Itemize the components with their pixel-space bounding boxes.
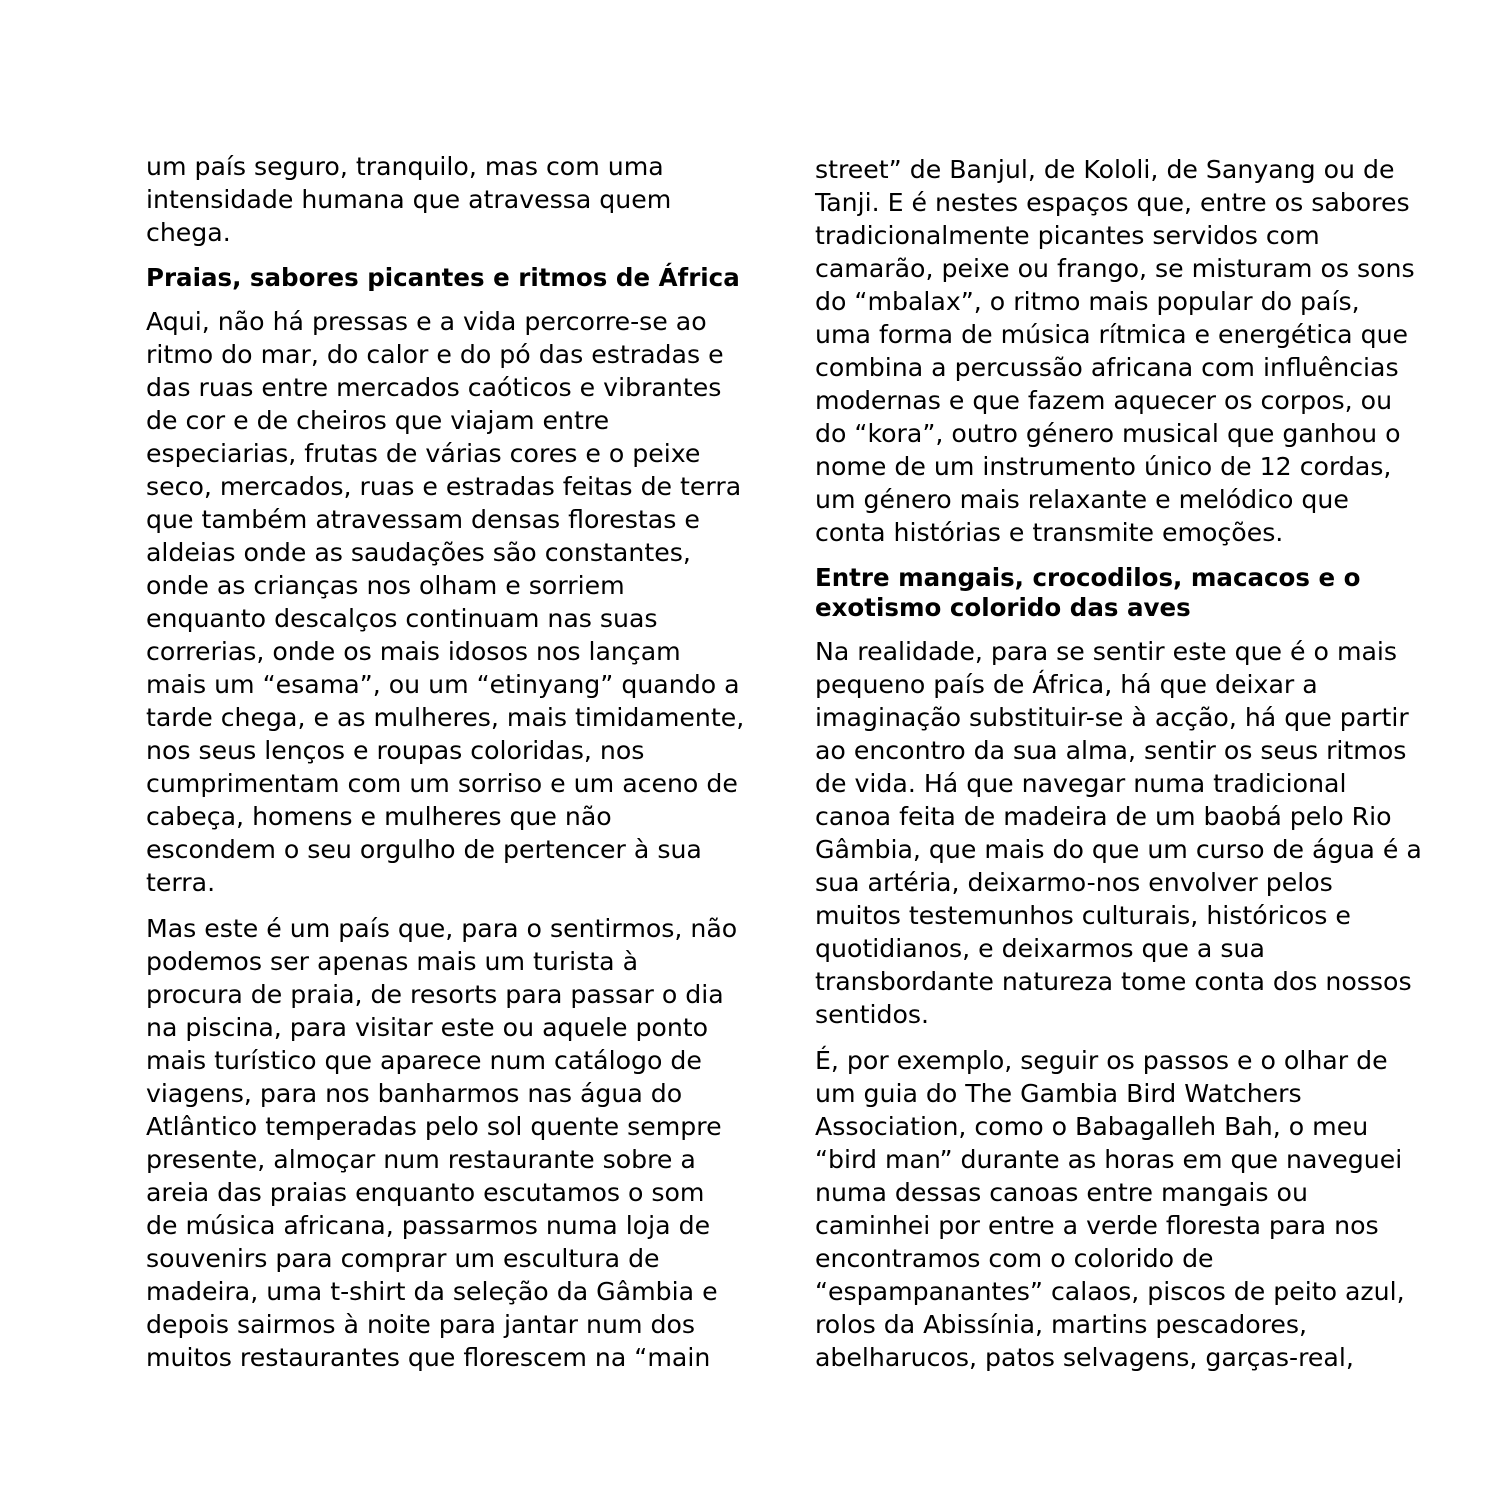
text-line: Mas este é um país que, para o sentirmos, não	[146, 914, 738, 943]
section-heading-mangais	[815, 563, 1383, 623]
text-line: Na realidade, para se sentir este que é o mais	[815, 637, 1398, 666]
text-line: conta histórias e transmite emoções.	[815, 518, 1284, 547]
text-line: camarão, peixe ou frango, se misturam os sons	[815, 254, 1415, 283]
text-line: ritmo do mar, do calor e do pó das estradas e	[146, 340, 724, 369]
text-line: cumprimentam com um sorriso e um aceno de	[146, 769, 738, 798]
text-line: podemos ser apenas mais um turista à	[146, 947, 639, 976]
text-line: do “kora”, outro género musical que ganhou o	[815, 419, 1401, 448]
text-line: ao encontro da sua alma, sentir os seus ritmos	[815, 736, 1407, 765]
text-line: especiarias, frutas de várias cores e o peixe	[146, 439, 701, 468]
text-line: de cor e de cheiros que viajam entre	[146, 406, 610, 435]
text-line: depois sairmos à noite para jantar num dos	[146, 1310, 696, 1339]
text-line: combina a percussão africana com influências	[815, 353, 1399, 382]
text-line: areia das praias enquanto escutamos o som	[146, 1178, 705, 1207]
text-line: um guia do The Gambia Bird Watchers	[815, 1079, 1302, 1108]
text-line: caminhei por entre a verde floresta para nos	[815, 1211, 1379, 1240]
text-line: muitos restaurantes que florescem na “main	[146, 1343, 711, 1372]
text-line: aldeias onde as saudações são constantes,	[146, 538, 691, 567]
paragraph-aqui	[146, 305, 745, 899]
text-line: tarde chega, e as mulheres, mais timidamente,	[146, 703, 745, 732]
text-line: Aqui, não há pressas e a vida percorre-se ao	[146, 307, 707, 336]
text-line: uma forma de música rítmica e energética que	[815, 320, 1409, 349]
text-line: abelharucos, patos selvagens, garças-real,	[815, 1343, 1354, 1372]
text-line: um género mais relaxante e melódico que	[815, 485, 1349, 514]
right-column	[815, 153, 1422, 1374]
text-line: numa dessas canoas entre mangais ou	[815, 1178, 1308, 1207]
text-line: tradicionalmente picantes servidos com	[815, 221, 1320, 250]
text-line: canoa feita de madeira de um baobá pelo Rio	[815, 802, 1392, 831]
heading-line: Entre mangais, crocodilos, macacos e o	[815, 563, 1361, 592]
paragraph-street	[815, 153, 1415, 549]
text-line: imaginação substituir-se à acção, há que partir	[815, 703, 1409, 732]
left-column	[146, 150, 745, 1374]
text-line: sentidos.	[815, 1000, 929, 1029]
text-line: escondem o seu orgulho de pertencer à sua	[146, 835, 702, 864]
text-line: muitos testemunhos culturais, históricos e	[815, 901, 1351, 930]
text-line: “bird man” durante as horas em que naveguei	[815, 1145, 1403, 1174]
text-line: de vida. Há que navegar numa tradicional	[815, 769, 1347, 798]
text-line: enquanto descalços continuam nas suas	[146, 604, 658, 633]
text-line: das ruas entre mercados caóticos e vibrantes	[146, 373, 722, 402]
text-line: presente, almoçar num restaurante sobre a	[146, 1145, 696, 1174]
text-line: que também atravessam densas florestas e	[146, 505, 700, 534]
text-line: madeira, uma t-shirt da seleção da Gâmbia e	[146, 1277, 718, 1306]
paragraph-na-realidade	[815, 635, 1422, 1031]
text-line: seco, mercados, ruas e estradas feitas de terra	[146, 472, 742, 501]
text-line: encontramos com o colorido de	[815, 1244, 1214, 1273]
paragraph-por-exemplo	[815, 1044, 1405, 1374]
section-heading-praias	[146, 263, 740, 293]
heading-line: Praias, sabores picantes e ritmos de África	[146, 263, 740, 292]
paragraph-intro	[146, 150, 714, 249]
text-line: Association, como o Babagalleh Bah, o meu	[815, 1112, 1369, 1141]
text-line: na piscina, para visitar este ou aquele ponto	[146, 1013, 709, 1042]
text-line: É, por exemplo, seguir os passos e o olhar de	[815, 1046, 1388, 1075]
text-line: Tanji. E é nestes espaços que, entre os sabores	[815, 188, 1410, 217]
text-line: quotidianos, e deixarmos que a sua	[815, 934, 1265, 963]
text-line: transbordante natureza tome conta dos nossos	[815, 967, 1412, 996]
text-line: do “mbalax”, o ritmo mais popular do país,	[815, 287, 1360, 316]
text-line: mais turístico que aparece num catálogo de	[146, 1046, 702, 1075]
text-line: mais um “esama”, ou um “etinyang” quando a	[146, 670, 740, 699]
text-line: procura de praia, de resorts para passar o dia	[146, 980, 724, 1009]
text-line: de música africana, passarmos numa loja de	[146, 1211, 711, 1240]
text-line: correrias, onde os mais idosos nos lançam	[146, 637, 681, 666]
text-line: Gâmbia, que mais do que um curso de água é a	[815, 835, 1422, 864]
text-line: chega.	[146, 218, 231, 247]
text-line: viagens, para nos banharmos nas água do	[146, 1079, 683, 1108]
text-line: onde as crianças nos olham e sorriem	[146, 571, 625, 600]
paragraph-mas-este	[146, 912, 738, 1374]
text-line: terra.	[146, 868, 216, 897]
text-line: pequeno país de África, há que deixar a	[815, 670, 1318, 699]
text-line: souvenirs para comprar um escultura de	[146, 1244, 660, 1273]
heading-line: exotismo colorido das aves	[815, 593, 1191, 622]
text-line: sua artéria, deixarmo-nos envolver pelos	[815, 868, 1333, 897]
text-line: um país seguro, tranquilo, mas com uma	[146, 152, 664, 181]
text-line: modernas e que fazem aquecer os corpos, ou	[815, 386, 1393, 415]
text-line: rolos da Abissínia, martins pescadores,	[815, 1310, 1308, 1339]
text-line: street” de Banjul, de Kololi, de Sanyang ou de	[815, 155, 1395, 184]
text-line: nos seus lenços e roupas coloridas, nos	[146, 736, 645, 765]
text-line: “espampanantes” calaos, piscos de peito azul,	[815, 1277, 1405, 1306]
text-line: nome de um instrumento único de 12 cordas,	[815, 452, 1392, 481]
text-line: cabeça, homens e mulheres que não	[146, 802, 612, 831]
text-line: Atlântico temperadas pelo sol quente sempre	[146, 1112, 722, 1141]
text-line: intensidade humana que atravessa quem	[146, 185, 672, 214]
